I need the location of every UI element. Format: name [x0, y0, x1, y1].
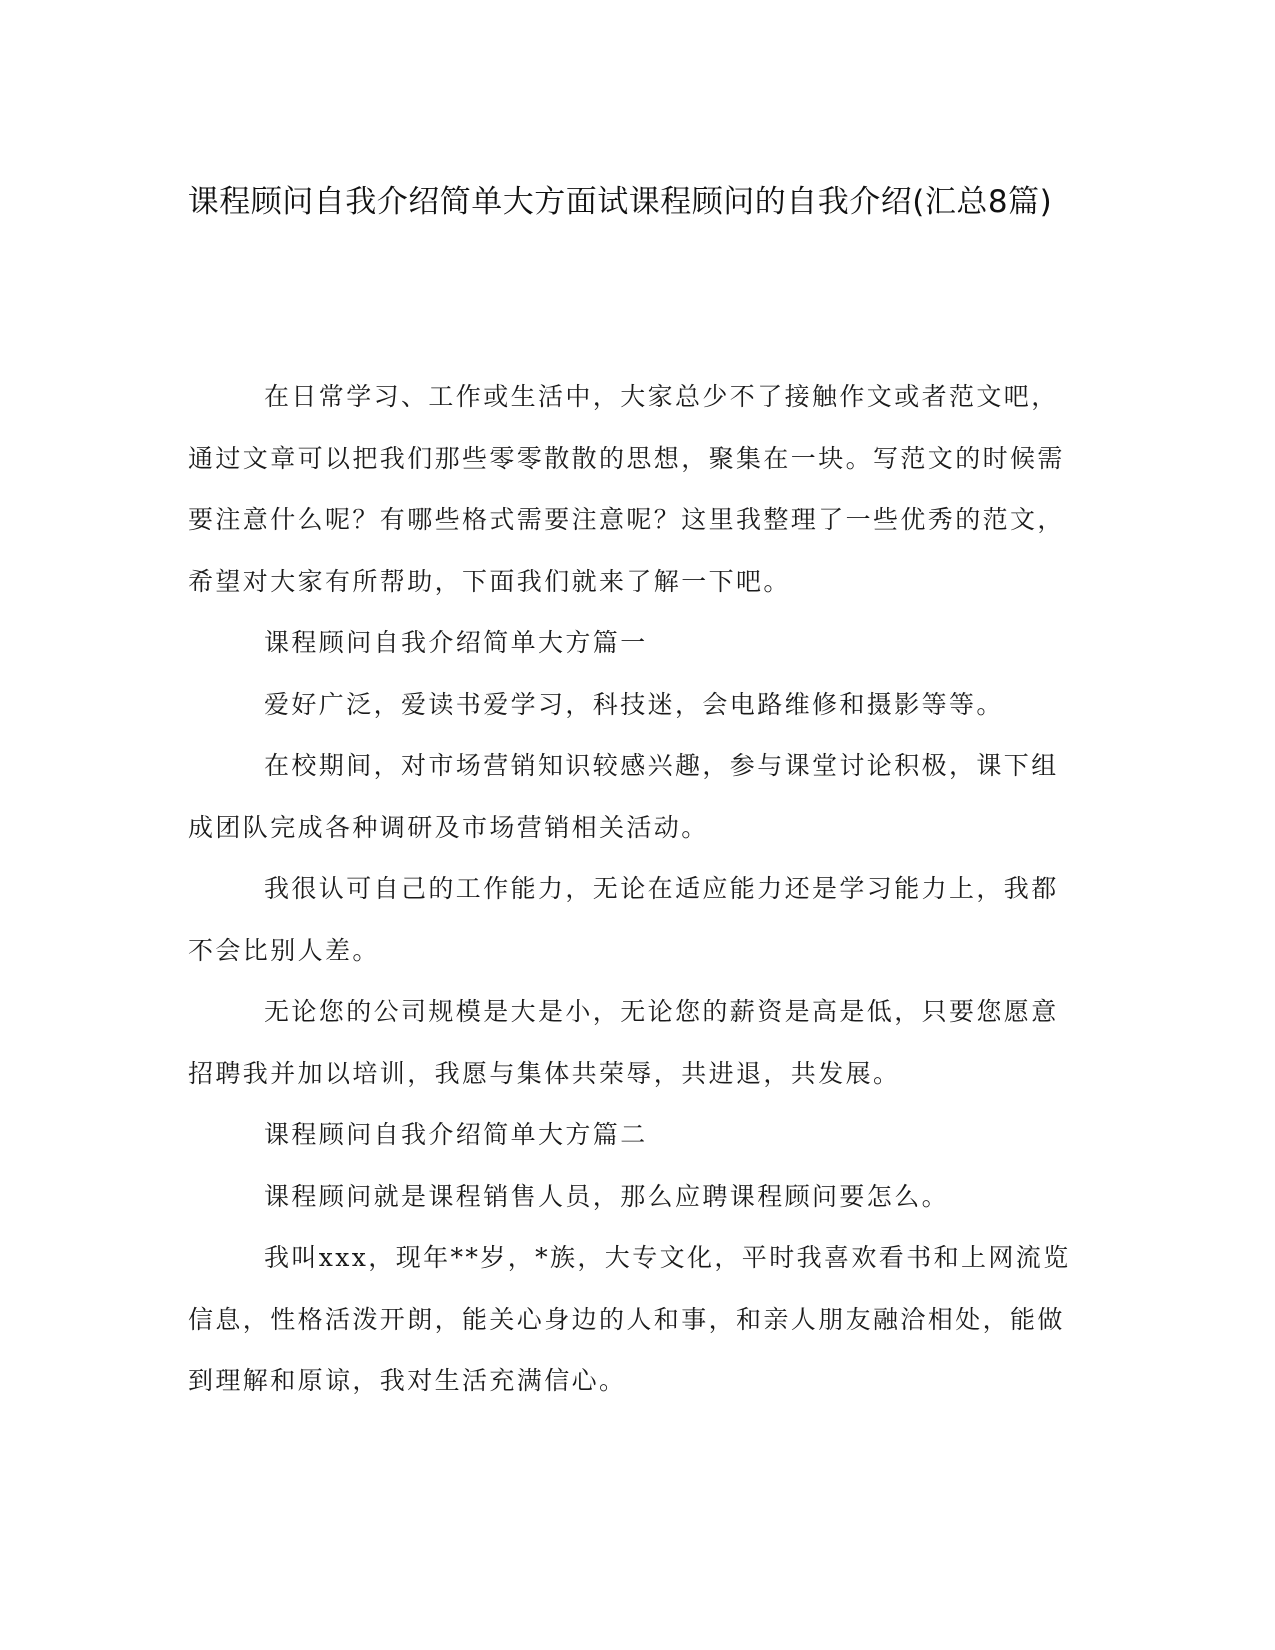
- section-heading-1: 课程顾问自我介绍简单大方篇一: [264, 628, 648, 657]
- body-paragraph: 我叫xxx，现年**岁，*族，大专文化，平时我喜欢看书和上网流览信息，性格活泼开朗，能关心身边的人和事，和亲人朋友融洽相处，能做到理解和原谅，我对生活充满信心。: [188, 1243, 1071, 1395]
- document-title: 课程顾问自我介绍简单大方面试课程顾问的自我介绍(汇总8篇): [187, 184, 1053, 220]
- body-paragraph: 课程顾问就是课程销售人员，那么应聘课程顾问要怎么。: [264, 1181, 950, 1211]
- intro-paragraph: 在日常学习、工作或生活中，大家总少不了接触作文或者范文吧，通过文章可以把我们那些零零散散的思想，聚集在一块。写范文的时候需要注意什么呢？有哪些格式需要注意呢？这里我整理了一些优秀的范文，希望对大家有所帮助，下面我们就来了解一下吧。: [188, 382, 1065, 596]
- body-paragraph: 我很认可自己的工作能力，无论在适应能力还是学习能力上，我都不会比别人差。: [188, 874, 1059, 965]
- body-paragraph: 在校期间，对市场营销知识较感兴趣，参与课堂讨论积极，课下组成团队完成各种调研及市场营销相关活动。: [188, 751, 1059, 842]
- body-paragraph: 爱好广泛，爱读书爱学习，科技迷，会电路维修和摄影等等。: [264, 689, 1004, 719]
- section-heading-2: 课程顾问自我介绍简单大方篇二: [264, 1120, 648, 1149]
- document-body: [188, 366, 1078, 1412]
- body-paragraph: 无论您的公司规模是大是小，无论您的薪资是高是低，只要您愿意招聘我并加以培训，我愿与集体共荣辱，共进退，共发展。: [188, 997, 1059, 1088]
